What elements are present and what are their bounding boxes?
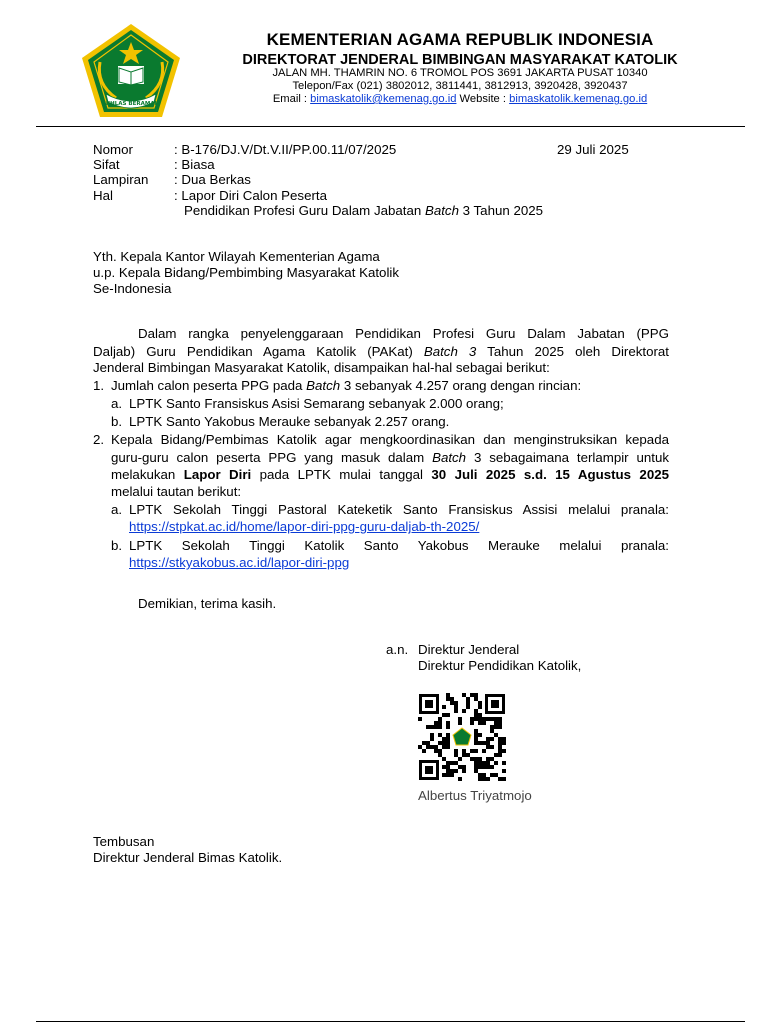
item-2b-number: b. bbox=[111, 538, 123, 553]
footer-rule bbox=[36, 1021, 745, 1022]
stpkat-link[interactable]: https://stpkat.ac.id/home/lapor-diri-ppg-guru-daljab-th-2025/ bbox=[129, 519, 480, 534]
website-link[interactable]: bimaskatolik.kemenag.go.id bbox=[509, 93, 648, 105]
sifat-label: Sifat bbox=[93, 157, 120, 172]
cc-line-1: Direktur Jenderal Bimas Katolik. bbox=[93, 850, 283, 865]
letter-date: 29 Juli 2025 bbox=[557, 142, 629, 157]
item-2b-text: LPTK Sekolah Tinggi Katolik Santo Yakobus Merauke melalui pranala: bbox=[129, 538, 669, 553]
signer-title-2: Direktur Pendidikan Katolik, bbox=[418, 658, 582, 673]
item-2-line-2: guru-guru calon peserta PPG yang masuk dalam Batch 3 sebagaimana terlampir untuk bbox=[111, 450, 669, 465]
nomor-value: : B-176/DJ.V/Dt.V.II/PP.00.11/07/2025 bbox=[174, 142, 397, 157]
intro-line-3: Jenderal Bimbingan Masyarakat Katolik, disampaikan hal-hal sebagai berikut: bbox=[93, 360, 550, 375]
item-2-line-1: Kepala Bidang/Pembimas Katolik agar mengkoordinasikan dan menginstruksikan kepada bbox=[111, 432, 669, 447]
item-2a-number: a. bbox=[111, 502, 123, 517]
stkyakobus-link[interactable]: https://stkyakobus.ac.id/lapor-diri-ppg bbox=[129, 555, 350, 570]
signer-name: Albertus Triyatmojo bbox=[418, 788, 532, 803]
nomor-label: Nomor bbox=[93, 142, 133, 157]
phone: Telepon/Fax (021) 3802012, 3811441, 3812913, 3920428, 3920437 bbox=[292, 80, 628, 92]
cc-label: Tembusan bbox=[93, 834, 155, 849]
recipient-line-3: Se-Indonesia bbox=[93, 281, 172, 296]
item-2-line-3: melakukan Lapor Diri pada LPTK mulai tanggal 30 Juli 2025 s.d. 15 Agustus 2025 bbox=[111, 467, 670, 482]
recipient-line-2: u.p. Kepala Bidang/Pembimbing Masyarakat Katolik bbox=[93, 265, 399, 280]
lampiran-value: : Dua Berkas bbox=[174, 172, 251, 187]
item-2-number: 2. bbox=[93, 432, 105, 447]
ministry-name: KEMENTERIAN AGAMA REPUBLIK INDONESIA bbox=[266, 30, 654, 49]
logo-motto: IKHLAS BERAMAL bbox=[103, 101, 159, 107]
item-1b-text: LPTK Santo Yakobus Merauke sebanyak 2.257 orang. bbox=[129, 414, 450, 429]
an-label: a.n. bbox=[386, 642, 409, 657]
sifat-value: : Biasa bbox=[174, 157, 215, 172]
hal-label: Hal bbox=[93, 188, 113, 203]
item-1a-text: LPTK Santo Fransiskus Asisi Semarang sebanyak 2.000 orang; bbox=[129, 396, 504, 411]
signature-qr-code bbox=[418, 693, 506, 781]
address: JALAN MH. THAMRIN NO. 6 TROMOL POS 3691 JAKARTA PUSAT 10340 bbox=[272, 67, 648, 79]
closing: Demikian, terima kasih. bbox=[138, 596, 277, 611]
recipient-line-1: Yth. Kepala Kantor Wilayah Kementerian Agama bbox=[93, 249, 380, 264]
lampiran-label: Lampiran bbox=[93, 172, 149, 187]
item-1-number: 1. bbox=[93, 378, 105, 393]
item-2a-text: LPTK Sekolah Tinggi Pastoral Kateketik Santo Fransiskus Assisi melalui pranala: bbox=[129, 502, 669, 517]
hal-value-1: : Lapor Diri Calon Peserta bbox=[174, 188, 327, 203]
ministry-logo bbox=[78, 22, 184, 120]
item-1a-number: a. bbox=[111, 396, 123, 411]
header-rule bbox=[36, 126, 745, 127]
contact-line: Email : bimaskatolik@kemenag.go.id Website : bimaskatolik.kemenag.go.id bbox=[272, 93, 648, 105]
item-1b-number: b. bbox=[111, 414, 123, 429]
item-2-line-4: melalui tautan berikut: bbox=[111, 484, 242, 499]
intro-line-2: Daljab) Guru Pendidikan Agama Katolik (PAKat) Batch 3 Tahun 2025 oleh Direktorat bbox=[93, 344, 669, 359]
directorate-name: DIREKTORAT JENDERAL BIMBINGAN MASYARAKAT KATOLIK bbox=[242, 52, 678, 68]
item-1-text: Jumlah calon peserta PPG pada Batch 3 sebanyak 4.257 orang dengan rincian: bbox=[111, 378, 582, 393]
hal-value-2: Pendidikan Profesi Guru Dalam Jabatan Batch 3 Tahun 2025 bbox=[184, 203, 544, 218]
signer-title-1: Direktur Jenderal bbox=[418, 642, 520, 657]
email-link[interactable]: bimaskatolik@kemenag.go.id bbox=[310, 93, 457, 105]
intro-line-1: Dalam rangka penyelenggaraan Pendidikan Profesi Guru Dalam Jabatan (PPG bbox=[138, 326, 669, 341]
